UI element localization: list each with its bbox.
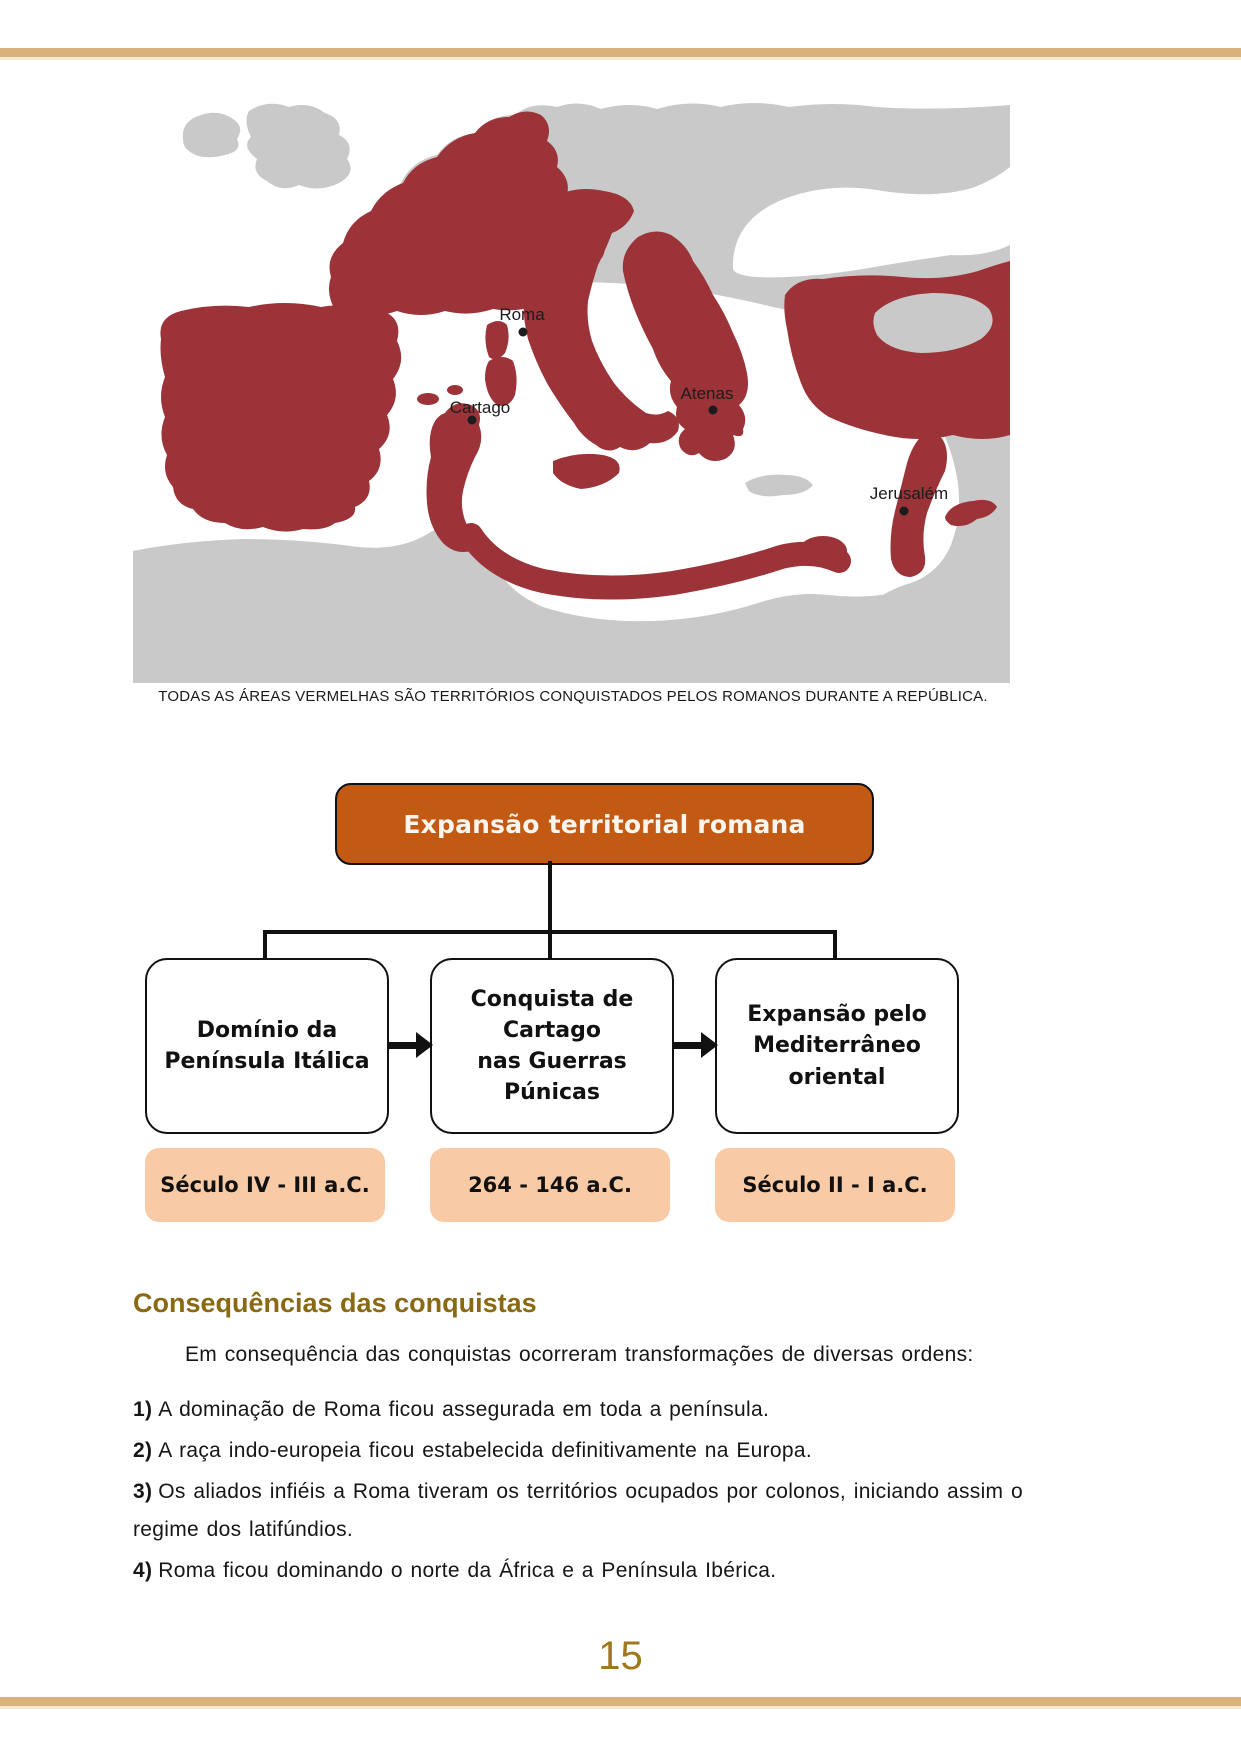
- mediterranean-map: [133, 99, 1010, 683]
- flow-node-dominio: [145, 958, 389, 1134]
- arrow-shaft: [673, 1042, 701, 1049]
- flow-node-line: Cartago: [502, 1017, 602, 1043]
- flow-node-line: nas Guerras: [477, 1049, 627, 1074]
- flow-node-line: Domínio da: [196, 1017, 338, 1043]
- flow-root-box: Expansão territorial romana: [335, 783, 874, 865]
- connector-leg-right: [833, 930, 837, 958]
- roma-dot: [519, 328, 528, 337]
- connector-vertical: [548, 861, 552, 958]
- list-item-text: A raça indo-europeia ficou estabelecida definitivamente na Europa.: [158, 1439, 812, 1462]
- period-bar-2: 264 - 146 a.C.: [430, 1148, 670, 1222]
- period-bar-3: Século II - I a.C.: [715, 1148, 955, 1222]
- balearic-island-1: [417, 393, 439, 405]
- list-item-text: A dominação de Roma ficou assegurada em toda a península.: [158, 1398, 770, 1421]
- arrow-shaft: [388, 1042, 416, 1049]
- top-accent-bar: [0, 48, 1241, 57]
- flow-node-cartago: [430, 958, 674, 1134]
- list-item: [133, 1432, 1023, 1470]
- jerusalem-label: Jerusalém: [869, 484, 949, 503]
- map-svg: [133, 99, 1010, 683]
- list-item: [133, 1391, 1023, 1429]
- list-item-number: 2): [133, 1439, 153, 1462]
- flow-node-line: oriental: [788, 1064, 886, 1090]
- arrow-head: [701, 1032, 718, 1058]
- iberia-region: [160, 303, 401, 532]
- bottom-accent-bar-light: [0, 1706, 1241, 1709]
- page-number: 15: [598, 1634, 643, 1678]
- list-item-number: 4): [133, 1559, 153, 1582]
- section-intro: Em consequência das conquistas ocorreram transformações de diversas ordens:: [185, 1343, 974, 1366]
- list-item: [133, 1473, 1023, 1549]
- flow-node-line: Expansão pelo: [747, 1002, 927, 1028]
- flow-node-mediterraneo: [715, 958, 959, 1134]
- list-item-number: 3): [133, 1480, 153, 1503]
- jerusalem-dot: [900, 507, 909, 516]
- arrow-right-icon: [673, 1032, 718, 1058]
- consequences-section: [133, 1288, 1023, 1593]
- list-item-text: Os aliados infiéis a Roma tiveram os territórios ocupados por colonos, iniciando assim o regime dos latifúndios.: [133, 1480, 1023, 1541]
- flow-node-line: Península Itálica: [164, 1049, 370, 1074]
- roma-label: Roma: [499, 305, 545, 324]
- map-caption: TODAS AS ÁREAS VERMELHAS SÃO TERRITÓRIOS CONQUISTADOS PELOS ROMANOS DURANTE A REPÚBLICA.: [158, 688, 988, 705]
- balearic-island-2: [447, 385, 463, 395]
- atenas-label: Atenas: [680, 384, 734, 403]
- period-bar-1: Século IV - III a.C.: [145, 1148, 385, 1222]
- flow-node-line: Conquista de: [470, 986, 634, 1012]
- section-heading: Consequências das conquistas: [133, 1288, 537, 1318]
- top-accent-bar-light: [0, 57, 1241, 60]
- connector-leg-left: [263, 930, 267, 958]
- list-item-number: 1): [133, 1398, 153, 1421]
- arrow-right-icon: [388, 1032, 433, 1058]
- arrow-head: [416, 1032, 433, 1058]
- list-item-text: Roma ficou dominando o norte da África e a Península Ibérica.: [158, 1559, 777, 1582]
- connector-horizontal: [263, 930, 837, 934]
- flow-node-line: Púnicas: [504, 1080, 600, 1106]
- list-item: [133, 1552, 1023, 1590]
- cartago-label: Cartago: [449, 398, 511, 417]
- ireland-region: [183, 113, 240, 158]
- bottom-accent-bar: [0, 1697, 1241, 1706]
- flow-node-line: Mediterrâneo: [753, 1033, 921, 1059]
- atenas-dot: [709, 406, 718, 415]
